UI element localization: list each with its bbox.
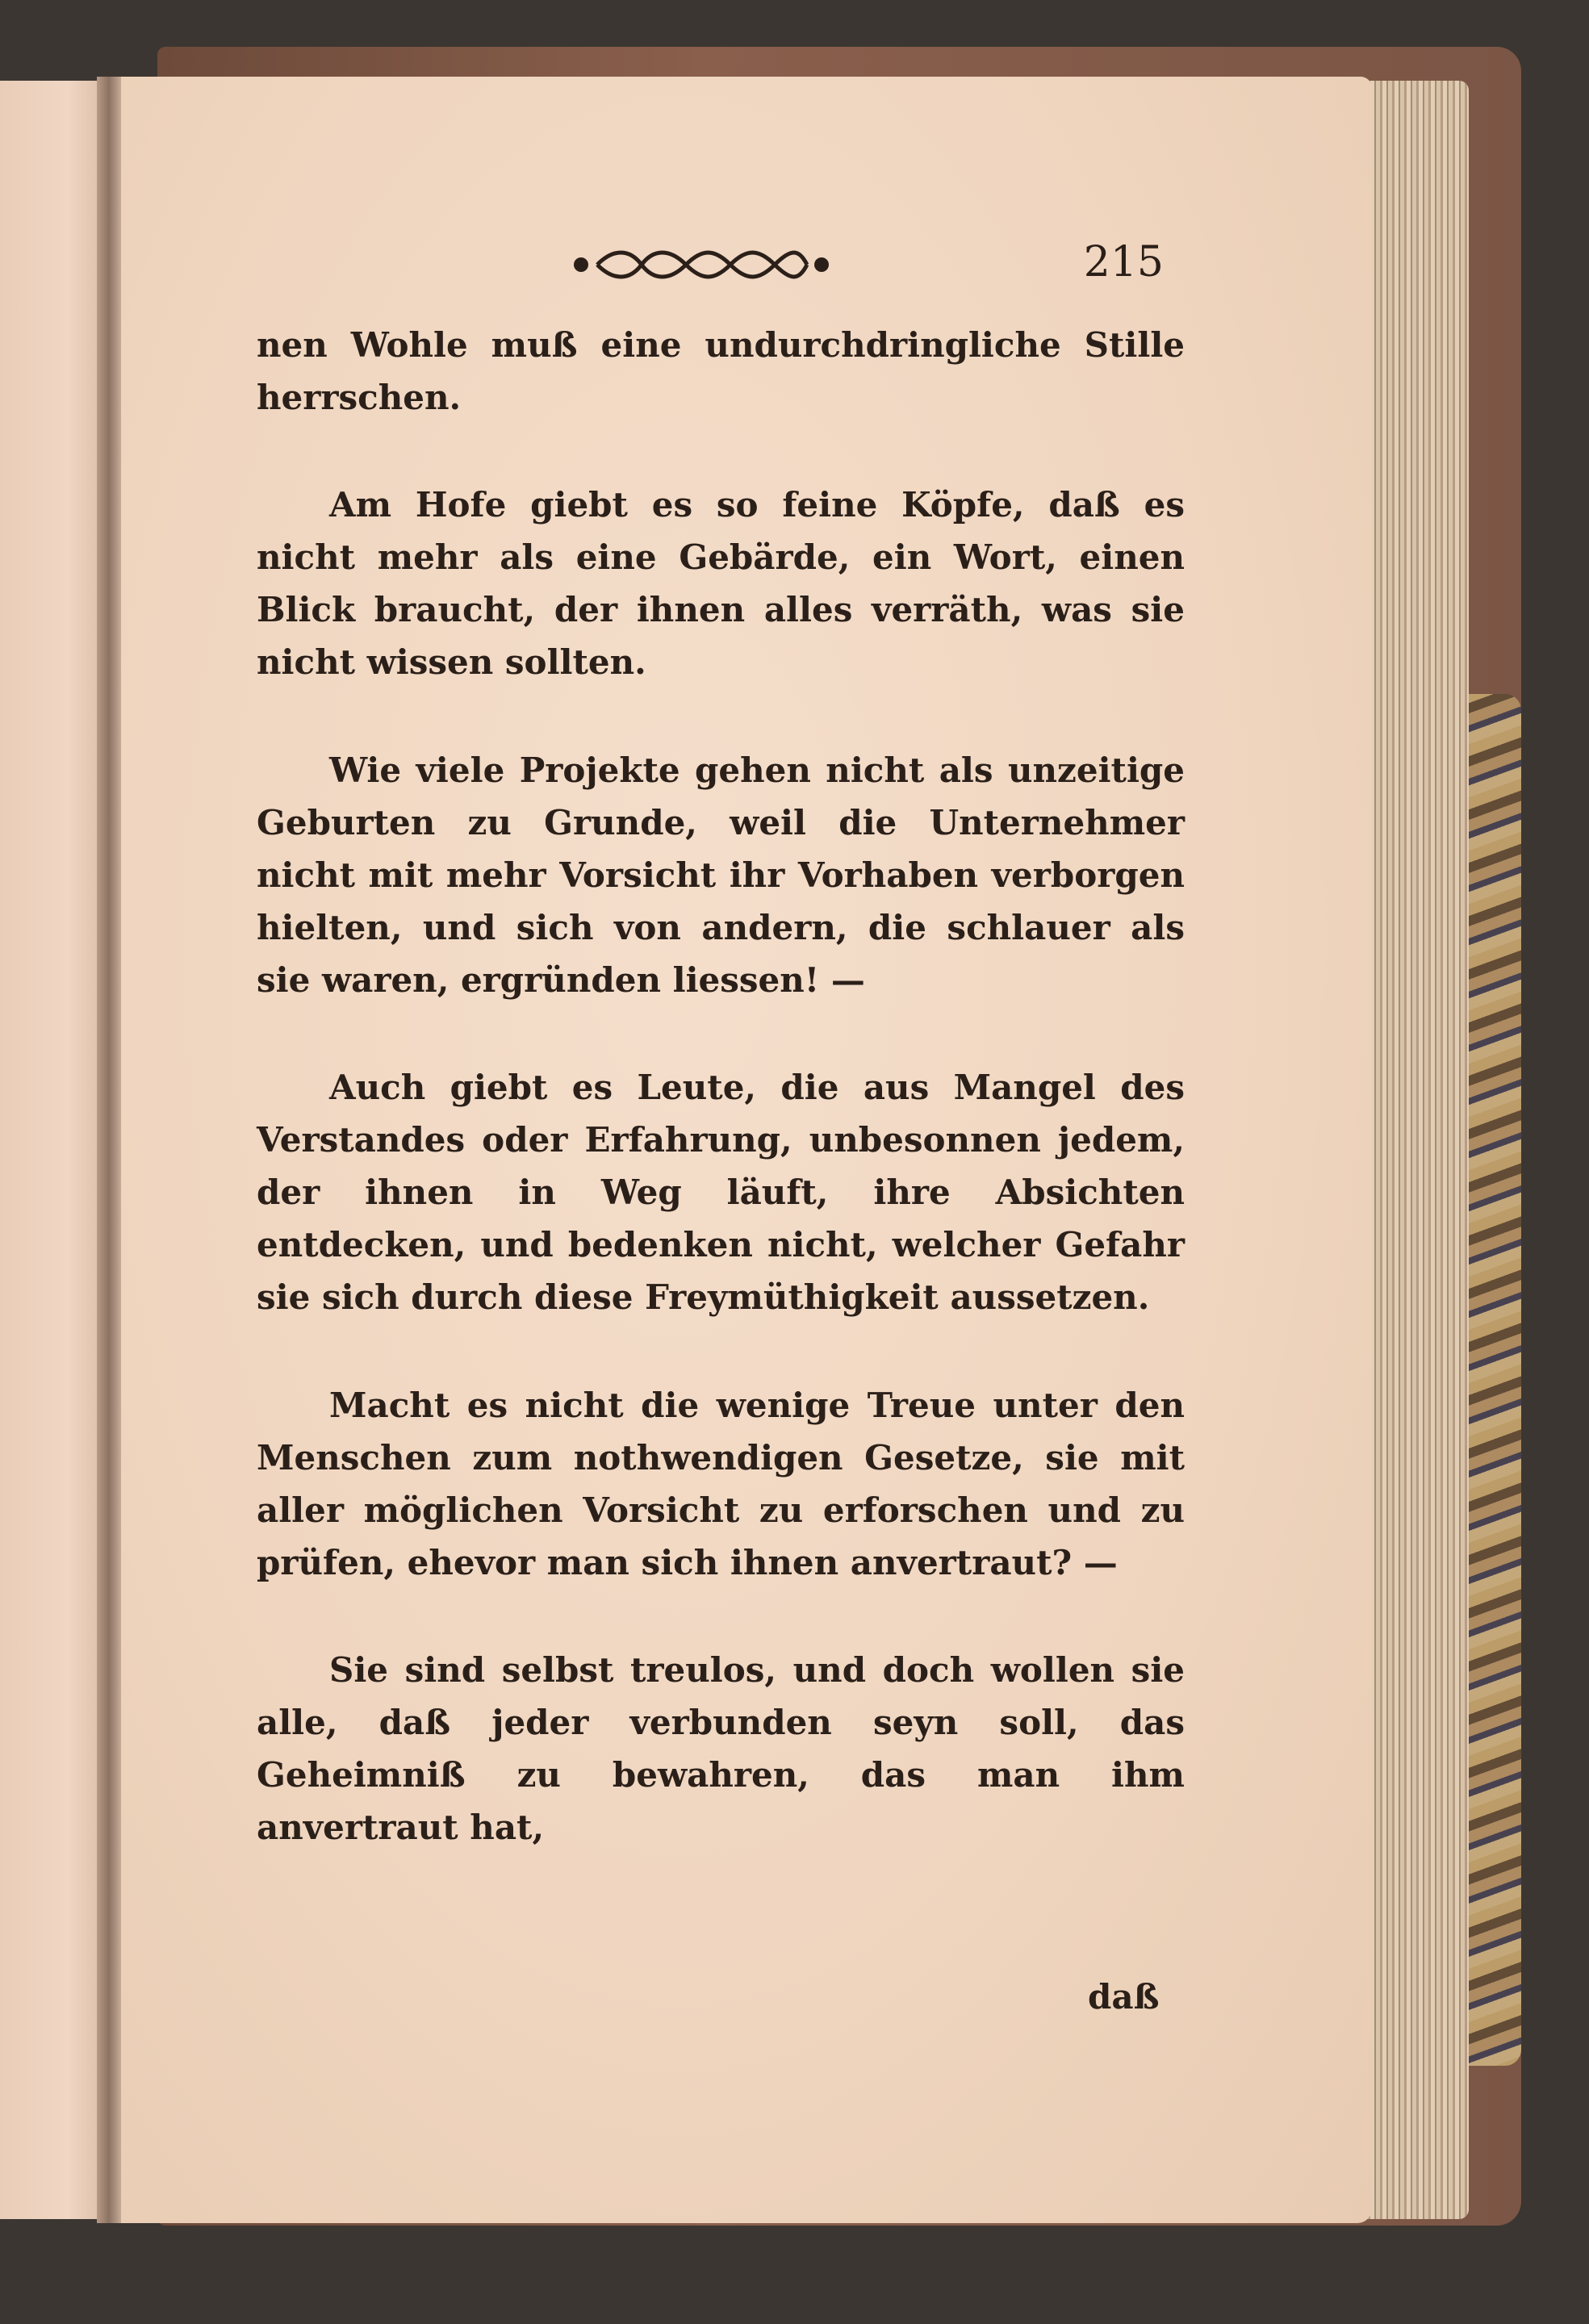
page-edges: [1364, 81, 1469, 2219]
paragraph: Sie sind selbst treulos, und doch wollen sie alle, daß jeder verbunden seyn soll, das Geheimniß zu bewahren, das man ihm anvertraut hat,: [257, 1649, 1185, 1848]
paragraph: Auch giebt es Leute, die aus Mangel des Verstandes oder Erfahrung, unbesonnen jedem, der ihnen in Weg läuft, ihre Absichten entdecken, und bedenken nicht, welcher Gefahr sie sich durch diese Freymüthigkeit aussetzen.: [257, 1068, 1185, 1318]
book-gutter: [97, 77, 121, 2223]
paragraph: Wie viele Projekte gehen nicht als unzeitige Geburten zu Grunde, weil die Unternehmer nicht mit mehr Vorsicht ihr Vorhaben verborgen hielten, und sich von andern, die schlauer als sie waren, ergründen liessen! —: [257, 750, 1185, 1000]
body-text: [257, 319, 1185, 1908]
paragraph: Macht es nicht die wenige Treue unter den Menschen zum nothwendigen Gesetze, sie mit aller möglichen Vorsicht zu erforschen und zu prüfen, ehevor man sich ihnen anvertraut? —: [257, 1385, 1185, 1582]
paragraph: Am Hofe giebt es so feine Köpfe, daß es nicht mehr als eine Gebärde, ein Wort, einen Blick braucht, der ihnen alles verräth, was sie nicht wissen sollten.: [257, 485, 1185, 683]
page-number: 215: [1083, 238, 1164, 286]
page-header: [565, 238, 1178, 295]
ornament-icon: [565, 245, 831, 285]
paragraph: nen Wohle muß eine undurchdringliche Stille herrschen.: [257, 325, 1185, 418]
marbled-edge: [1461, 694, 1521, 2066]
catchword: daß: [1088, 1977, 1160, 2017]
left-page-edge: [0, 81, 113, 2219]
